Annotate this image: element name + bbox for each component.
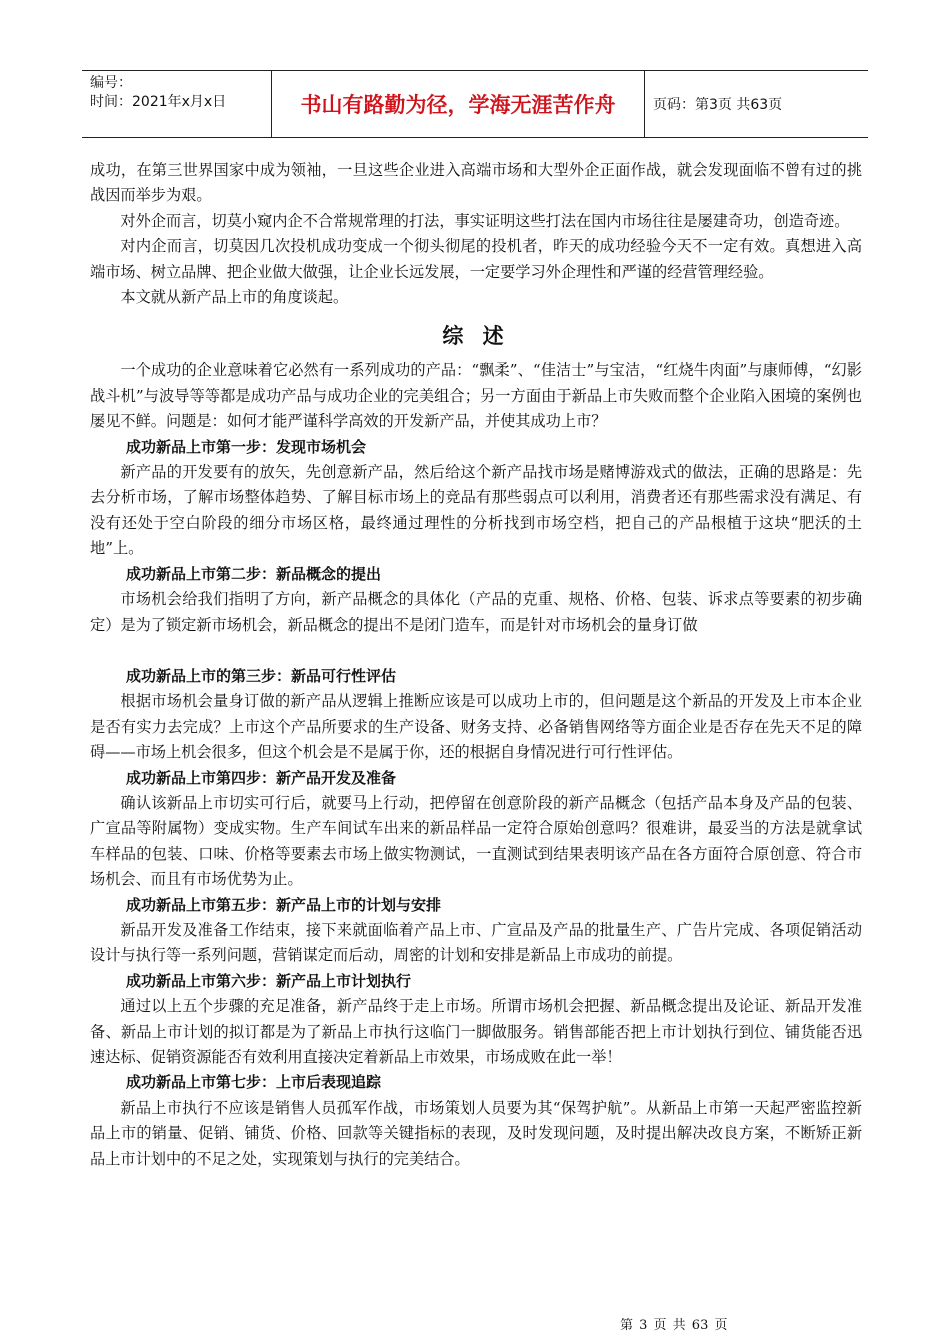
intro-paragraph-4: 本文就从新产品上市的角度谈起。 [120, 288, 349, 307]
header-meta [82, 71, 272, 137]
step-2-body: 市场机会给我们指明了方向，新产品概念的具体化（产品的克重、规格、价格、包装、诉求点等要素的初步确定）是为了锁定新市场机会，新品概念的提出不是闭门造车，而是针对市场机会的量身订做 [90, 590, 862, 634]
page-header [82, 70, 868, 138]
intro-paragraph-3: 对内企而言，切莫因几次投机成功变成一个彻头彻尾的投机者，昨天的成功经验今天不一定有效。真想进入高端市场、树立品牌、把企业做大做强，让企业长远发展，一定要学习外企理性和严谨的经营管理经验。 [90, 237, 862, 281]
document-body [90, 158, 862, 1172]
step-1-body: 新产品的开发要有的放矢，先创意新产品，然后给这个新产品找市场是赌博游戏式的做法，正确的思路是：先去分析市场，了解市场整体趋势、了解目标市场上的竞品有那些弱点可以利用，消费者还有那些需求没有满足、有没有还处于空白阶段的细分市场区格，最终通过理性的分析找到市场空档，把自己的产品根植于这块“肥沃的土地”上。 [90, 463, 862, 558]
overview-paragraph: 一个成功的企业意味着它必然有一系列成功的产品：“飘柔”、“佳洁士”与宝洁，“红烧牛肉面”与康师傅，“幻影战斗机”与波导等等都是成功产品与成功企业的完美组合；另一方面由于新品上市失败而整个企业陷入困境的案例也屡见不鲜。问题是：如何才能严谨科学高效的开发新产品，并使其成功上市？ [90, 361, 862, 431]
blank-gap [90, 638, 862, 664]
header-page-info: 页码：第3页 共63页 [653, 97, 783, 113]
section-title: 综 述 [442, 324, 510, 349]
page-footer: 第 3 页 共 63 页 [620, 1318, 728, 1333]
step-3-heading: 成功新品上市的第三步：新品可行性评估 [126, 666, 397, 685]
step-3-body: 根据市场机会量身订做的新产品从逻辑上推断应该是可以成功上市的，但问题是这个新品的开发及上市本企业是否有实力去完成？上市这个产品所要求的生产设备、财务支持、必备销售网络等方面企业是否存在先天不足的障碍——市场上机会很多，但这个机会是不是属于你，还的根据自身情况进行可行性评估。 [90, 692, 862, 762]
step-6-heading: 成功新品上市第六步：新产品上市计划执行 [126, 971, 412, 990]
header-motto: 书山有路勤为径，学海无涯苦作舟 [272, 71, 645, 137]
step-4-body: 确认该新品上市切实可行后，就要马上行动，把停留在创意阶段的新产品概念（包括产品本身及产品的包装、广宣品等附属物）变成实物。生产车间试车出来的新品样品一定符合原始创意吗？很难讲，最妥当的方法是就拿试车样品的包装、口味、价格等要素去市场上做实物测试，一直测试到结果表明该产品在各方面符合原创意、符合市场机会、而且有市场优势为止。 [90, 793, 862, 889]
step-5-body: 新品开发及准备工作结束，接下来就面临着产品上市、广宣品及产品的批量生产、广告片完成、各项促销活动设计与执行等一系列问题，营销谋定而后动，周密的计划和安排是新品上市成功的前提。 [90, 920, 862, 965]
intro-paragraph-1: 成功，在第三世界国家中成为领袖，一旦这些企业进入高端市场和大型外企正面作战，就会发现面临不曾有过的挑战因而举步为艰。 [90, 161, 862, 205]
step-7-body: 新品上市执行不应该是销售人员孤军作战，市场策划人员要为其“保驾护航”。从新品上市第一天起严密监控新品上市的销量、促销、铺货、价格、回款等关键指标的表现，及时发现问题，及时提出解决改良方案，不断矫正新品上市计划中的不足之处，实现策划与执行的完美结合。 [90, 1098, 862, 1168]
step-2-heading: 成功新品上市第二步：新品概念的提出 [126, 564, 382, 583]
header-number-label: 编号： [90, 75, 132, 91]
step-1-heading: 成功新品上市第一步：发现市场机会 [126, 437, 367, 456]
step-5-heading: 成功新品上市第五步：新产品上市的计划与安排 [126, 895, 442, 914]
header-date: 时间：2021年x月x日 [90, 94, 227, 110]
step-7-heading: 成功新品上市第七步：上市后表现追踪 [126, 1073, 382, 1092]
intro-paragraph-2: 对外企而言，切莫小窥内企不合常规常理的打法，事实证明这些打法在国内市场往往是屡建奇功，创造奇迹。 [120, 211, 850, 230]
step-4-heading: 成功新品上市第四步：新产品开发及准备 [126, 768, 397, 787]
step-6-body: 通过以上五个步骤的充足准备，新产品终于走上市场。所谓市场机会把握、新品概念提出及论证、新品开发准备、新品上市计划的拟订都是为了新品上市执行这临门一脚做服务。销售部能否把上市计划执行到位、铺货能否迅速达标、促销资源能否有效利用直接决定着新品上市效果，市场成败在此一举！ [90, 997, 862, 1066]
